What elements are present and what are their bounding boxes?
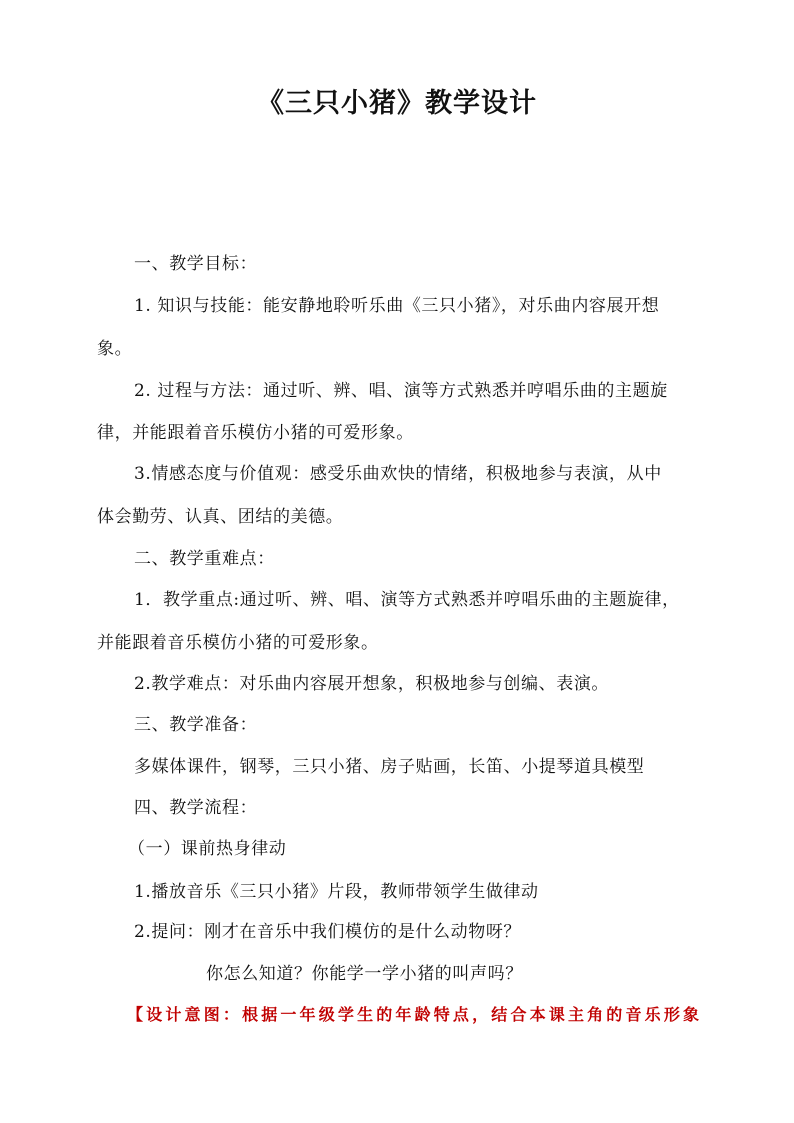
objective-1-line-1: 1. 知识与技能：能安静地聆听乐曲《三只小猪》，对乐曲内容展开想 <box>134 296 660 316</box>
section-heading-objectives: 一、教学目标： <box>134 254 258 274</box>
section-heading-process: 四、教学流程： <box>134 798 258 818</box>
process-step-1: 1.播放音乐《三只小猪》片段，教师带领学生做律动 <box>134 882 539 902</box>
objective-2-line-1: 2. 过程与方法：通过听、辨、唱、演等方式熟悉并哼唱乐曲的主题旋 <box>134 381 668 401</box>
key-point-line-2: 并能跟着音乐模仿小猪的可爱形象。 <box>97 633 379 653</box>
objective-1-line-2: 象。 <box>97 339 133 359</box>
process-subheading-warmup: （一）课前热身律动 <box>128 839 287 859</box>
section-heading-preparation: 三、教学准备： <box>134 715 258 735</box>
difficulty-line: 2.教学难点：对乐曲内容展开想象，积极地参与创编、表演。 <box>134 674 610 694</box>
objective-2-line-2: 律，并能跟着音乐模仿小猪的可爱形象。 <box>97 423 414 443</box>
objective-3-line-1: 3.情感态度与价值观：感受乐曲欢快的情绪，积极地参与表演，从中 <box>134 464 662 484</box>
preparation-line: 多媒体课件，钢琴，三只小猪、房子贴画，长笛、小提琴道具模型 <box>134 757 645 777</box>
process-step-2-continued: 你怎么知道？你能学一学小猪的叫声吗？ <box>206 964 523 984</box>
document-title: 《三只小猪》教学设计 <box>257 88 537 119</box>
section-heading-key-points: 二、教学重难点： <box>134 549 275 569</box>
key-point-line-1: 1．教学重点:通过听、辨、唱、演等方式熟悉并哼唱乐曲的主题旋律， <box>134 590 680 610</box>
design-intent-note: 【设计意图：根据一年级学生的年龄特点，结合本课主角的音乐形象 <box>127 1005 699 1024</box>
process-step-2: 2.提问：刚才在音乐中我们模仿的是什么动物呀？ <box>134 922 522 942</box>
objective-3-line-2: 体会勤劳、认真、团结的美德。 <box>97 507 344 527</box>
